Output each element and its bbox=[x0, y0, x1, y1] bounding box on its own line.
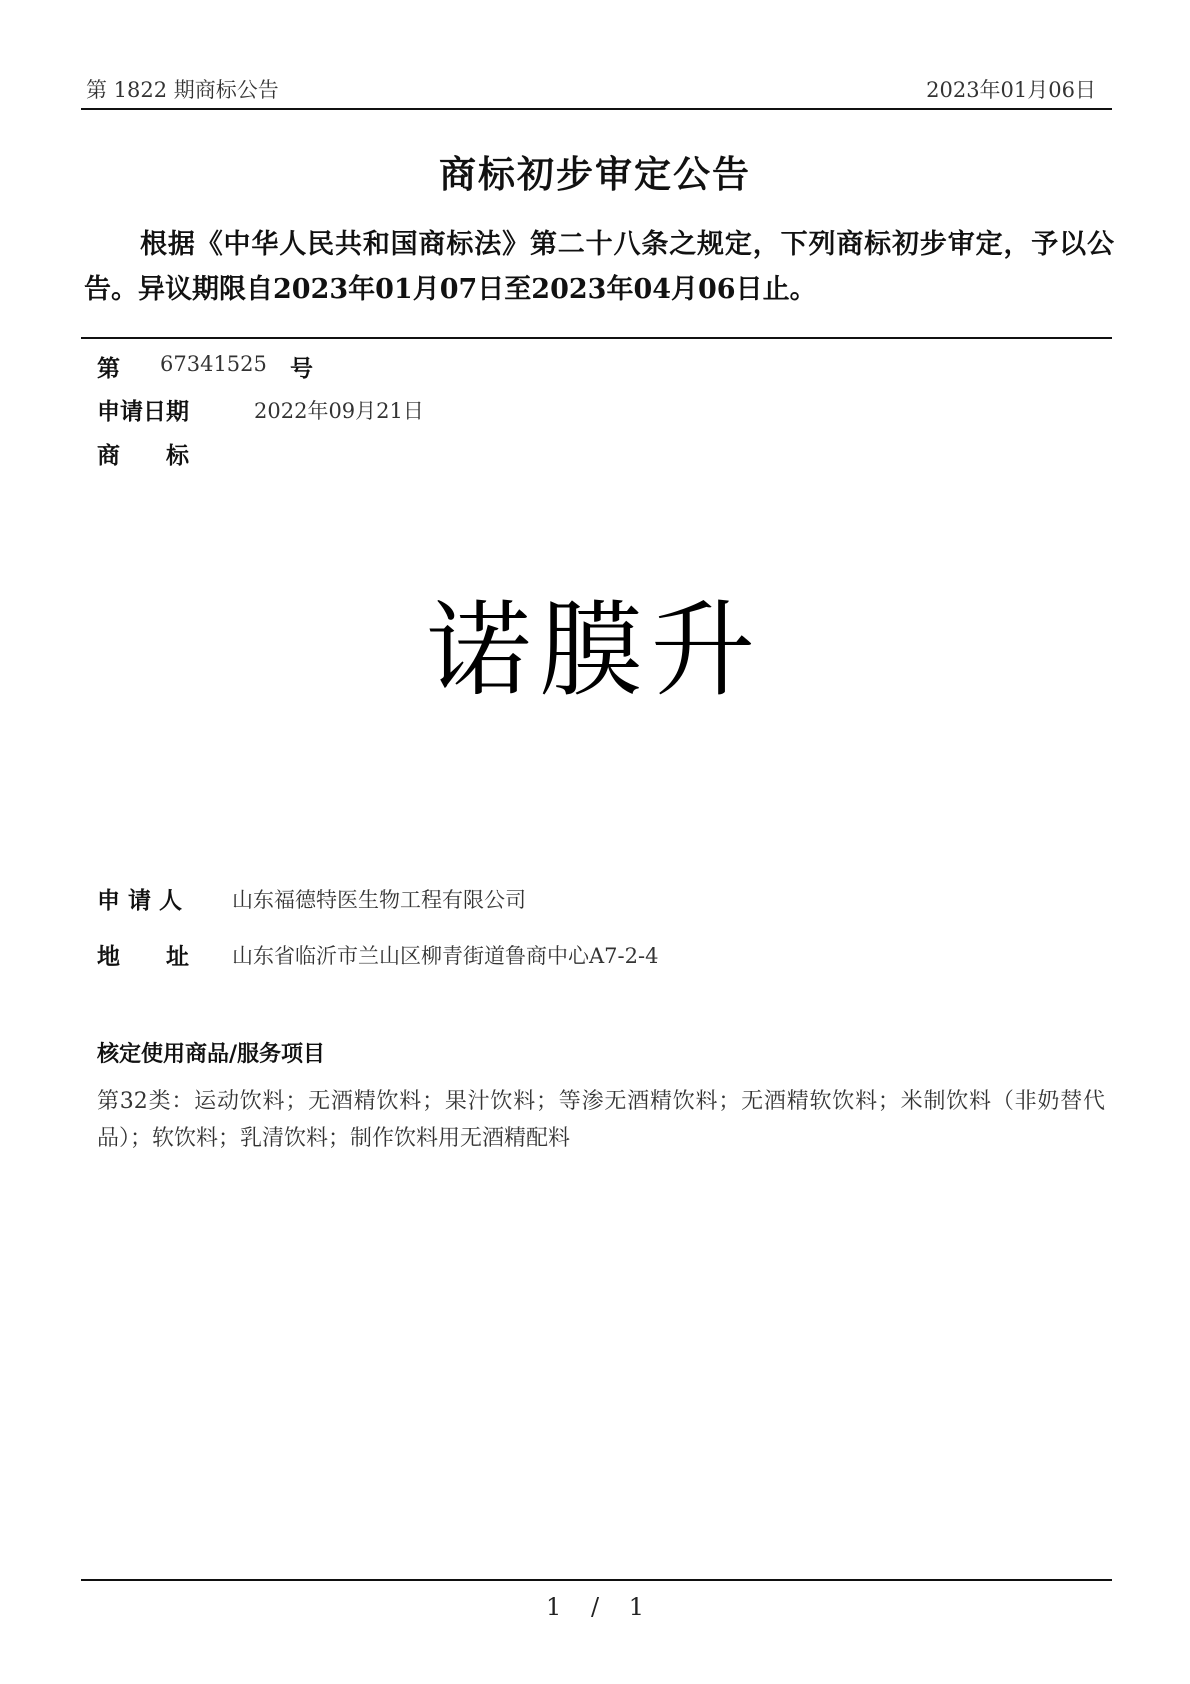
page-separator: / bbox=[590, 1593, 600, 1621]
section-divider bbox=[81, 337, 1112, 339]
page-number bbox=[0, 1593, 1190, 1621]
address-label: 地 址 bbox=[97, 943, 189, 970]
number-suffix: 号 bbox=[290, 355, 313, 382]
mark-label: 商 标 bbox=[97, 442, 189, 469]
goods-heading: 核定使用商品/服务项目 bbox=[97, 1041, 326, 1067]
application-date: 2022年09月21日 bbox=[254, 399, 424, 423]
trademark-wordmark: 诺膜升 bbox=[426, 589, 763, 711]
applicant-address: 山东省临沂市兰山区柳青街道鲁商中心A7-2-4 bbox=[232, 944, 659, 968]
total-pages: 1 bbox=[628, 1593, 644, 1621]
goods-list: 第32类：运动饮料；无酒精饮料；果汁饮料；等渗无酒精饮料；无酒精软饮料；米制饮料（非奶替代品）；软饮料；乳清饮料；制作饮料用无酒精配料 bbox=[97, 1089, 1105, 1151]
header-issue: 第 1822 期商标公告 bbox=[86, 78, 279, 102]
registration-number: 67341525 bbox=[160, 352, 267, 376]
page-title: 商标初步审定公告 bbox=[439, 152, 751, 196]
current-page: 1 bbox=[546, 1593, 562, 1621]
application-date-label: 申请日期 bbox=[97, 398, 189, 425]
number-prefix: 第 bbox=[97, 355, 120, 382]
announcement-intro: 根据《中华人民共和国商标法》第二十八条之规定，下列商标初步审定，予以公告。异议期限自2023年01月07日至2023年04月06日止。 bbox=[84, 229, 1114, 305]
applicant-label: 申 请 人 bbox=[97, 887, 183, 914]
header-divider bbox=[81, 108, 1112, 110]
footer-divider bbox=[81, 1579, 1112, 1581]
header-date: 2023年01月06日 bbox=[926, 78, 1096, 102]
applicant-name: 山东福德特医生物工程有限公司 bbox=[232, 888, 526, 912]
